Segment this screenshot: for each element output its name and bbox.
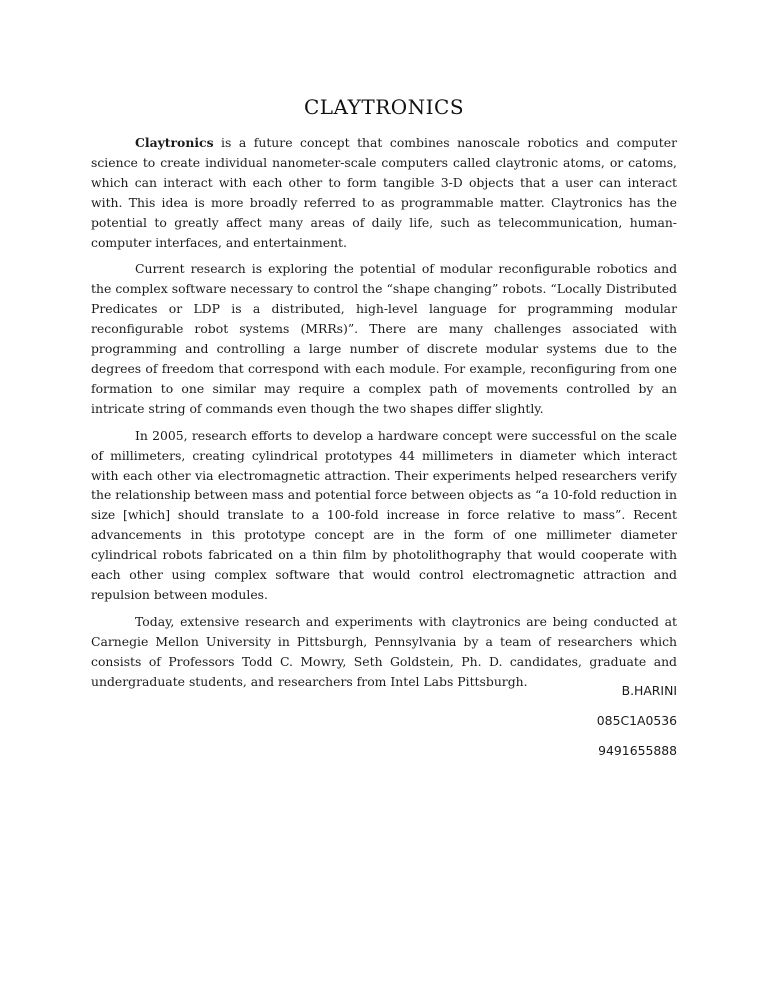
roll-number: 085C1A0536 (596, 713, 677, 728)
author-name: B.HARINI (621, 683, 677, 698)
paragraph-4: Today, extensive research and experiments with claytronics are being conducted at Carnegie Mellon University in Pittsburgh, Pennsylvania by a team of researchers which consists of Professors Todd C. Mowry, Seth Goldstein, Ph. D. candidates, graduate and undergraduate students, and researchers from Intel Labs Pittsburgh. (91, 613, 677, 689)
paragraph-3: In 2005, research efforts to develop a hardware concept were successful on the scale of millimeters, creating cylindrical prototypes 44 millimeters in diameter which interact with each other via electromagnetic attraction. Their experiments helped researchers verify the relationship between mass and potential force between objects as “a 10-fold reduction in size [which] should translate to a 100-fold increase in force relative to mass”. Recent advancements in this prototype concept are in the form of one millimeter diameter cylindrical robots fabricated on a thin film by photolithography that would cooperate with each other using complex software that would control electromagnetic attraction and repulsion between modules. (91, 427, 677, 602)
paragraph-1-text: is a future concept that combines nanoscale robotics and computer science to create individual nanometer-scale computers called claytronic atoms, or catoms, which can interact with each other to form tangible 3-D objects that a user can interact with. This idea is more broadly referred to as programmable matter. Claytronics has the potential to greatly affect many areas of daily life, such as telecommunication, human-computer interfaces, and entertainment. (91, 135, 677, 250)
paragraph-2: Current research is exploring the potential of modular reconfigurable robotics and the complex software necessary to control the “shape changing” robots. “Locally Distributed Predicates or LDP is a distributed, high-level language for programming modular reconfigurable robot systems (MRRs)”. There are many challenges associated with programming and controlling a large number of discrete modular systems due to the degrees of freedom that correspond with each module. For example, reconfiguring from one formation to one similar may require a complex path of movements controlled by an intricate string of commands even though the two shapes differ slightly. (91, 261, 677, 416)
document-title: CLAYTRONICS (303, 95, 465, 119)
signature-block (597, 680, 677, 770)
phone-number: 9491655888 (598, 743, 677, 758)
document-body (91, 133, 677, 698)
paragraph-1 (91, 133, 677, 252)
lead-term: Claytronics (135, 135, 214, 150)
